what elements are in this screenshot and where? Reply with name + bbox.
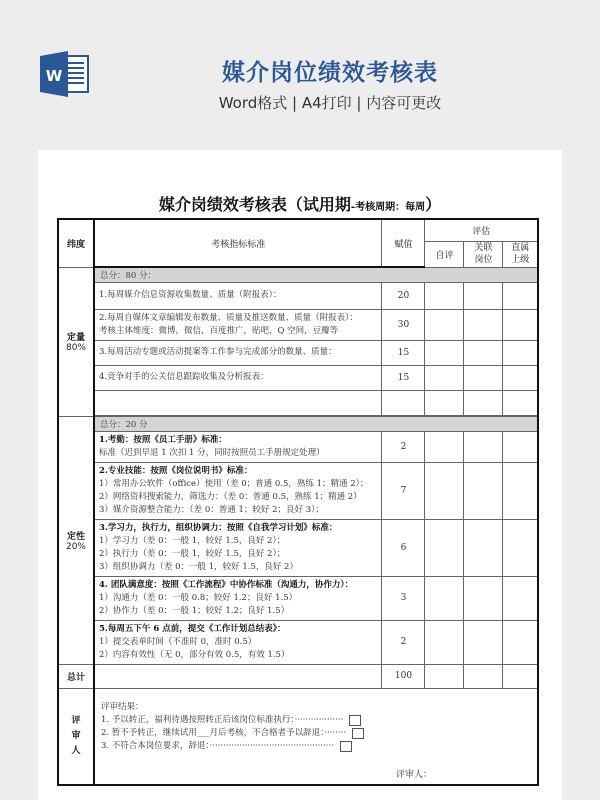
criteria-cell: 1.每周媒介信息资源收集数量、质量（附报表）： <box>94 282 382 309</box>
total-label: 总计 <box>58 664 94 688</box>
related-eval-input[interactable] <box>464 282 503 309</box>
review-heading: 评审结果： <box>101 701 144 712</box>
total-row <box>58 664 538 688</box>
related-eval-input[interactable] <box>464 365 503 390</box>
criteria-cell: 4.竞争对手的公关信息跟踪收集及分析报表： <box>94 365 382 390</box>
score-cell: 15 <box>382 365 425 390</box>
self-eval-input[interactable] <box>425 282 464 309</box>
banner <box>0 0 600 150</box>
self-eval-input[interactable] <box>425 390 464 415</box>
qualitative-total-line: 总分：20 分 <box>94 416 538 431</box>
superior-eval-total[interactable] <box>503 664 538 688</box>
header-direct-superior: 直属 上级 <box>503 241 538 267</box>
self-eval-input[interactable] <box>425 462 464 519</box>
self-eval-total[interactable] <box>425 664 464 688</box>
table-row <box>58 576 538 620</box>
review-option-2[interactable]: 2. 暂不予转正，继续试用___月后考核，不合格者予以辞退：········ <box>101 727 531 740</box>
self-eval-input[interactable] <box>425 340 464 365</box>
score-cell-empty[interactable] <box>382 390 425 415</box>
related-eval-input[interactable] <box>464 576 503 620</box>
score-cell: 15 <box>382 340 425 365</box>
table-row <box>58 365 538 390</box>
document-title <box>38 192 562 215</box>
quantitative-total-line: 总分：80 分： <box>94 267 538 282</box>
header-evaluation: 评估 <box>425 219 538 241</box>
criteria-cell: 3.学习力，执行力，组织协调力：按照《自我学习计划》标准： 1）学习力（差 0：一般 1，较好 1.5，良好 2）； 2）执行力（差 0：一般 1，较好 1.5，良好 2）； 3）组织协调力（差 0：一般 1，较好 1.5，良好 2） <box>94 519 382 576</box>
table-row <box>58 431 538 462</box>
svg-text:W: W <box>45 67 63 85</box>
review-result-cell <box>94 688 538 785</box>
table-row <box>58 309 538 340</box>
superior-eval-input[interactable] <box>503 340 538 365</box>
related-eval-input[interactable] <box>464 620 503 664</box>
criteria-cell: 4. 团队满意度：按照《工作流程》中协作标准（沟通力，协作力）： 1）沟通力（差 0：一般 0.8；较好 1.2；良好 1.5） 2）协作力（差 0：一般 1；较好 1.2；良好 1.5） <box>94 576 382 620</box>
superior-eval-input[interactable] <box>503 282 538 309</box>
criteria-cell-empty[interactable] <box>94 390 382 415</box>
criteria-cell: 2.专业技能：按照《岗位说明书》标准： 1）常用办公软件（office）使用（差 0；普通 0.5，熟练 1；精通 2）； 2）网络资料搜索能力，筛选力：（差 0：普通 0.5，熟练 1；精通 2） 3）媒介资源整合能力：（差 0：普通 1；较好 2；良好 3）； <box>94 462 382 519</box>
superior-eval-input[interactable] <box>503 390 538 415</box>
criteria-cell: 1.考勤：按照《员工手册》标准： 标准（迟到早退 1 次扣 1 分，同时按照员工手册规定处理） <box>94 431 382 462</box>
self-eval-input[interactable] <box>425 431 464 462</box>
header-self-eval: 自评 <box>425 241 464 267</box>
title-close: ） <box>425 195 442 214</box>
reviewer-label: 评 审 人 <box>58 688 94 785</box>
superior-eval-input[interactable] <box>503 519 538 576</box>
header-criteria: 考核指标标准 <box>94 219 382 267</box>
score-cell: 20 <box>382 282 425 309</box>
title-period: -考核周期：每周 <box>350 202 426 213</box>
checkbox-dismiss[interactable] <box>340 741 352 752</box>
related-eval-input[interactable] <box>464 390 503 415</box>
table-row <box>58 620 538 664</box>
superior-eval-input[interactable] <box>503 309 538 340</box>
reviewer-signature-label: 评审人： <box>395 770 432 780</box>
total-score: 100 <box>382 664 425 688</box>
header-dimension: 纬度 <box>58 219 94 267</box>
table-row <box>58 282 538 309</box>
table-row <box>58 340 538 365</box>
related-eval-total[interactable] <box>464 664 503 688</box>
review-option-3[interactable]: 3. 不符合本岗位要求，辞退：·············································· <box>101 740 531 753</box>
title-main: 媒介岗绩效考核表（试用期 <box>158 195 351 214</box>
score-cell: 3 <box>382 576 425 620</box>
banner-subtitle: Word格式 | A4打印 | 内容可更改 <box>218 94 442 112</box>
superior-eval-input[interactable] <box>503 431 538 462</box>
self-eval-input[interactable] <box>425 365 464 390</box>
review-row <box>58 688 538 785</box>
review-option-1[interactable]: 1. 予以转正，福利待遇按照转正后该岗位标准执行：·················· <box>101 714 531 727</box>
related-eval-input[interactable] <box>464 462 503 519</box>
table-row <box>58 519 538 576</box>
related-eval-input[interactable] <box>464 340 503 365</box>
self-eval-input[interactable] <box>425 620 464 664</box>
criteria-cell: 2.每周自媒体文章编辑发布数量、质量及推送数量、质量（附报表）： 考核主体维度：微博，微信，百度推广，贴吧，Q 空间，豆瓣等 <box>94 309 382 340</box>
related-eval-input[interactable] <box>464 431 503 462</box>
score-cell: 30 <box>382 309 425 340</box>
related-eval-input[interactable] <box>464 519 503 576</box>
dimension-quantitative: 定量 80% <box>58 267 94 416</box>
superior-eval-input[interactable] <box>503 365 538 390</box>
score-cell: 7 <box>382 462 425 519</box>
self-eval-input[interactable] <box>425 309 464 340</box>
banner-title: 媒介岗位绩效考核表 <box>222 60 438 86</box>
dimension-qualitative: 定性 20% <box>58 416 94 664</box>
score-cell: 2 <box>382 620 425 664</box>
total-criteria-empty <box>94 664 382 688</box>
table-row-empty <box>58 390 538 415</box>
header-related-post: 关联 岗位 <box>464 241 503 267</box>
self-eval-input[interactable] <box>425 576 464 620</box>
document-page <box>38 150 562 800</box>
header-score: 赋值 <box>382 219 425 267</box>
checkbox-approve[interactable] <box>349 715 361 726</box>
criteria-cell: 5.每周五下午 6 点前，提交《工作计划总结表》： 1）提交表单时间（不准时 0，准时 0.5） 2）内容有效性（无 0，部分有效 0.5，有效 1.5） <box>94 620 382 664</box>
superior-eval-input[interactable] <box>503 462 538 519</box>
superior-eval-input[interactable] <box>503 576 538 620</box>
score-cell: 2 <box>382 431 425 462</box>
criteria-cell: 3.每周活动专题或活动提案等工作参与完成部分的数量、质量： <box>94 340 382 365</box>
table-row <box>58 462 538 519</box>
related-eval-input[interactable] <box>464 309 503 340</box>
score-cell: 6 <box>382 519 425 576</box>
checkbox-extend-probation[interactable] <box>352 728 364 739</box>
superior-eval-input[interactable] <box>503 620 538 664</box>
self-eval-input[interactable] <box>425 519 464 576</box>
assessment-table <box>57 218 539 786</box>
